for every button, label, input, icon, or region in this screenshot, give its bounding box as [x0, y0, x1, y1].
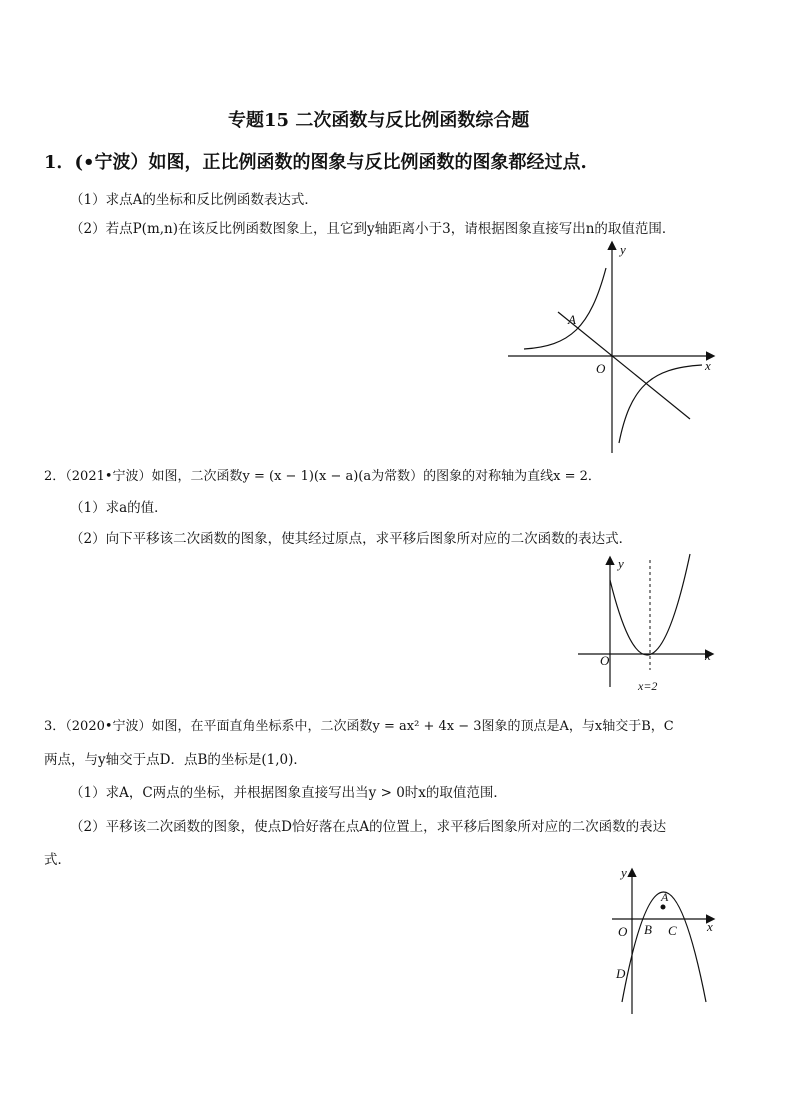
q1-part1: （1）求点A的坐标和反比例函数表达式．: [70, 192, 318, 208]
y-label: y: [621, 865, 627, 880]
q2-figure: [574, 552, 724, 694]
point-a-label: A: [661, 890, 669, 904]
q1-figure: [500, 238, 725, 458]
q3-part1: （1）求A，C两点的坐标，并根据图象直接写出当y > 0时x的取值范围．: [70, 785, 507, 801]
y-label: y: [620, 242, 626, 257]
q3-part2b: 式．: [44, 852, 71, 868]
q3-line2: 两点，与y轴交于点D．点B的坐标是(1,0)．: [44, 752, 307, 768]
x-label: x: [705, 648, 711, 663]
point-d-label: D: [616, 966, 626, 981]
x-label: x: [707, 919, 713, 934]
q2-part1: （1）求a的值．: [70, 500, 168, 516]
point-a-label: A: [568, 312, 576, 327]
hyperbola-branch-right: [619, 365, 702, 443]
q2-heading: 2．（2021•宁波）如图，二次函数y = (x − 1)(x − a)(a为常数）的图象的对称轴为直线x = 2．: [44, 469, 601, 484]
point-b-label: B: [644, 922, 652, 937]
page-title: 专题15 二次函数与反比例函数综合题: [228, 110, 530, 131]
origin-label: O: [618, 924, 628, 939]
origin-label: O: [596, 361, 606, 376]
origin-label: O: [600, 653, 610, 668]
vertex-a-dot: [661, 905, 666, 910]
point-c-label: C: [668, 923, 677, 938]
x-label: x: [705, 358, 711, 373]
q1-part2: （2）若点P(m,n)在该反比例函数图象上，且它到y轴距离小于3，请根据图象直接写出n的取值范围．: [70, 221, 676, 237]
y-label: y: [618, 556, 624, 571]
q3-line1: 3．（2020•宁波）如图，在平面直角坐标系中，二次函数y = ax² + 4x − 3图象的顶点是A，与x轴交于B，C: [44, 719, 674, 734]
q2-part2: （2）向下平移该二次函数的图象，使其经过原点，求平移后图象所对应的二次函数的表达式．: [70, 531, 633, 547]
symmetry-axis-label: x=2: [638, 679, 658, 693]
q3-part2a: （2）平移该二次函数的图象，使点D恰好落在点A的位置上，求平移后图象所对应的二次函数的表达: [70, 819, 667, 835]
q1-heading: 1．(•宁波）如图，正比例函数的图象与反比例函数的图象都经过点.: [44, 152, 587, 173]
q3-figure: [608, 864, 723, 1016]
hyperbola-branch-left: [524, 268, 606, 349]
